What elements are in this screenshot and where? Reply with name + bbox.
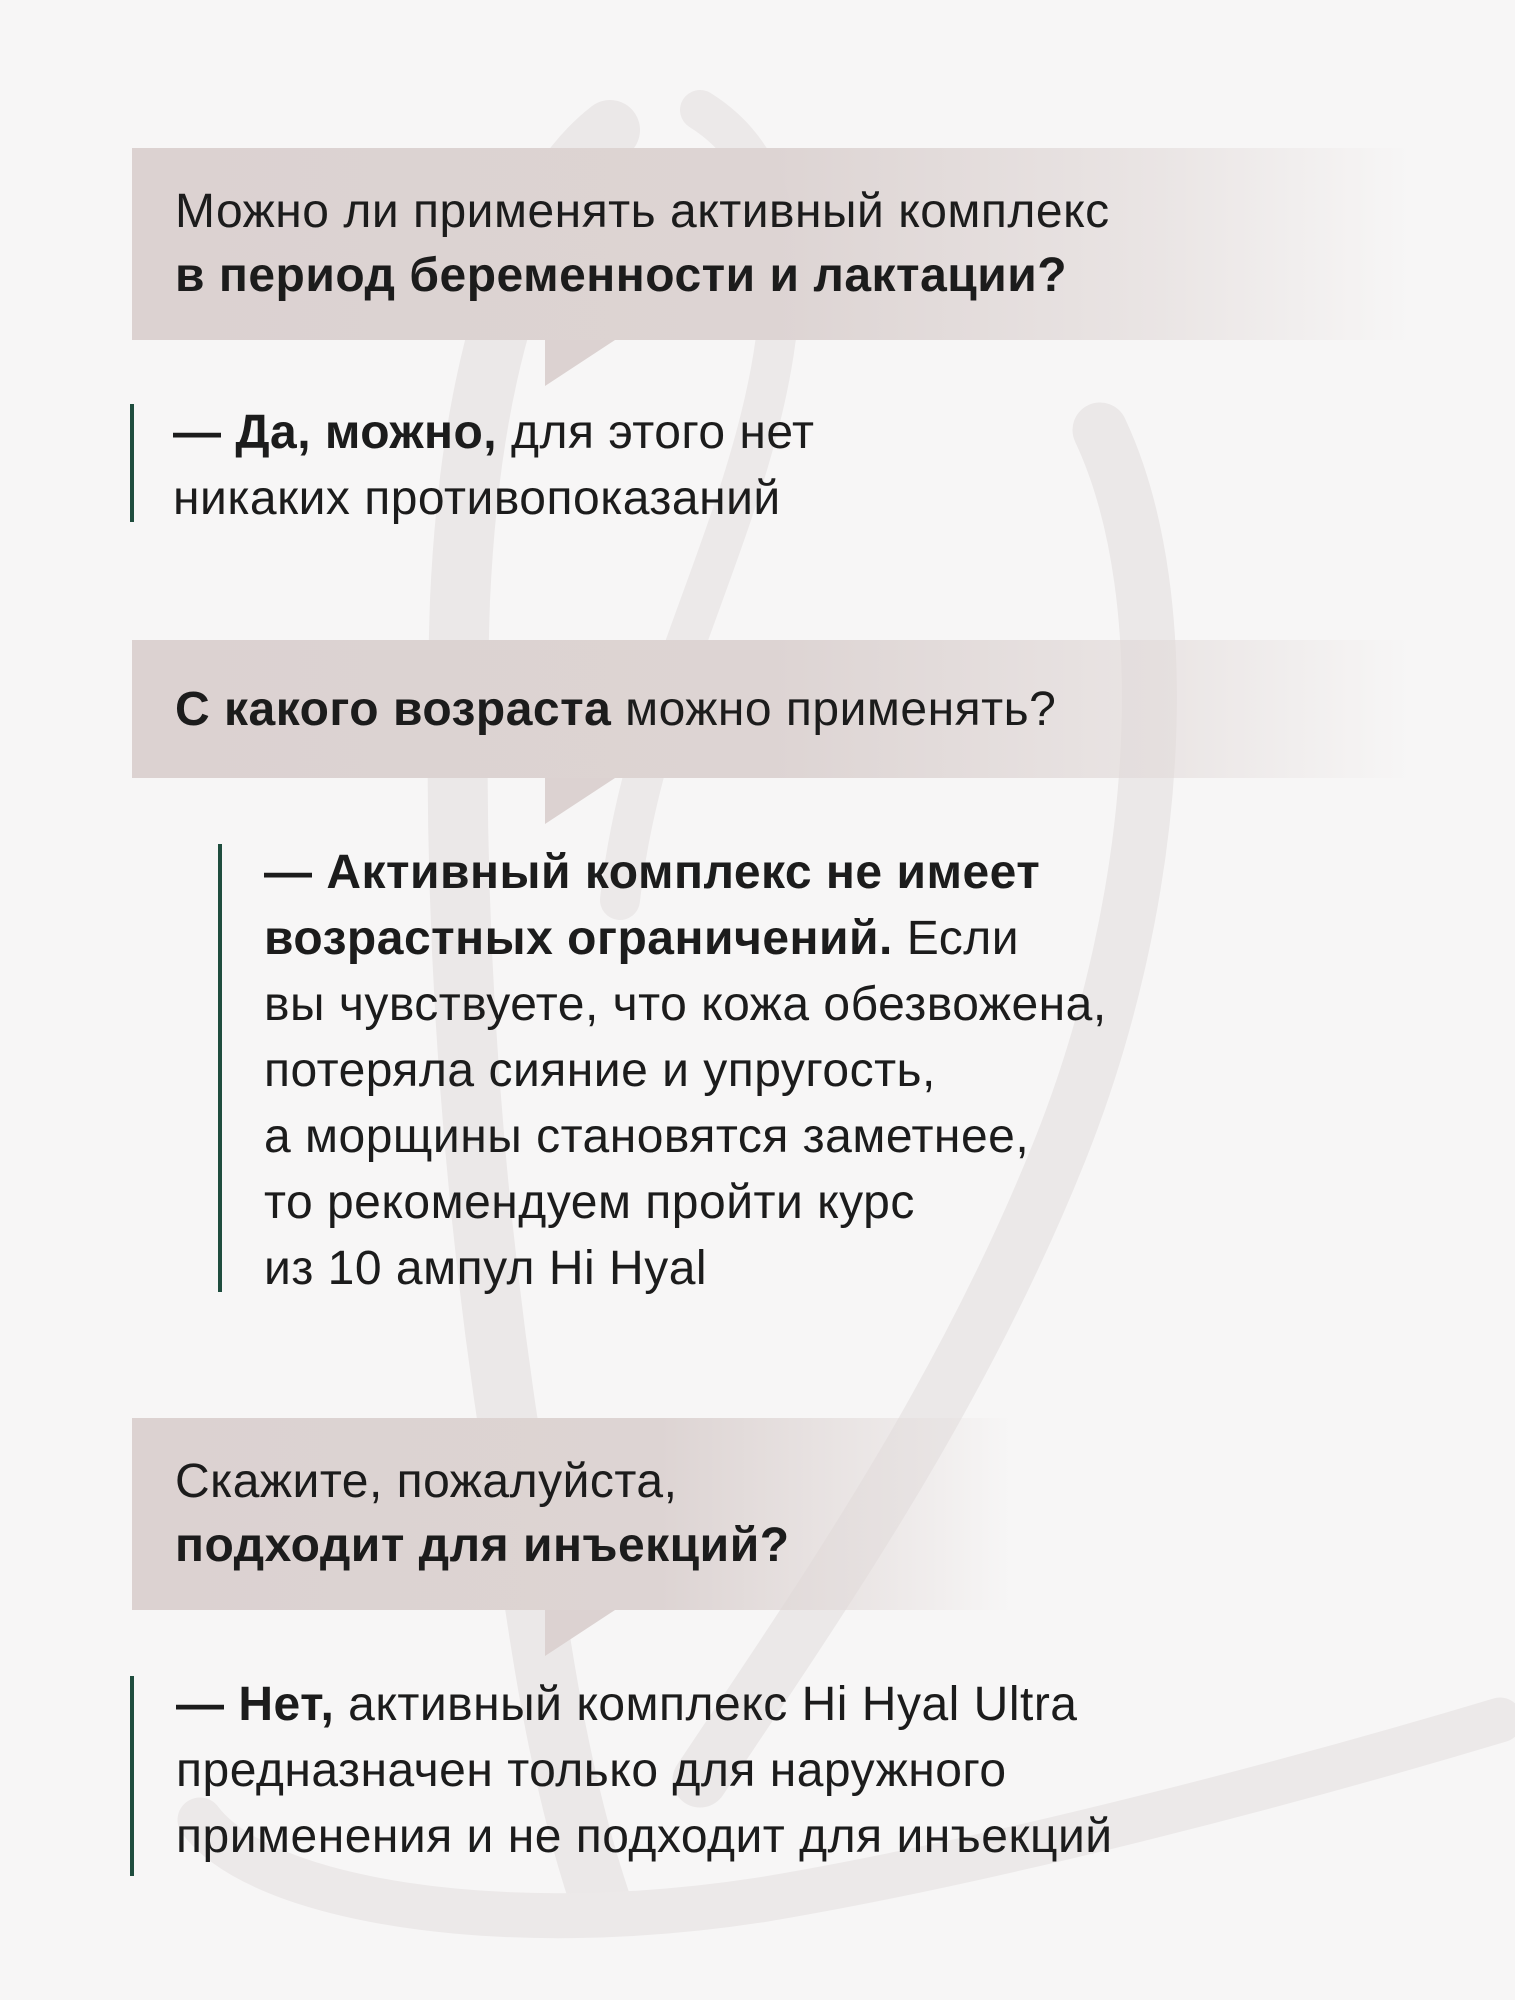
question-box-1 [132, 148, 1412, 340]
answer-3-line-3: применения и не подходит для инъекций [176, 1810, 1113, 1863]
question-1-tail [545, 340, 615, 386]
answer-2-accent-bar [218, 844, 222, 1292]
answer-3-accent-bar [130, 1676, 134, 1876]
answer-2-line-6: то рекомендуем пройти курс [264, 1176, 915, 1229]
answer-2-line-4: потеряла сияние и упругость, [264, 1044, 936, 1097]
answer-1-line-1: — Да, можно, для этого нет [173, 406, 815, 459]
question-1-line-2: в период беременности и лактации? [175, 249, 1068, 302]
answer-block-2 [218, 840, 1418, 1300]
answer-2-line-7: из 10 ампул Hi Hyal [264, 1242, 708, 1295]
question-2-tail [545, 778, 615, 824]
answer-3-line-2: предназначен только для наружного [176, 1744, 1007, 1797]
question-box-2 [132, 640, 1412, 778]
answer-1-line-2: никаких противопоказаний [173, 472, 781, 525]
question-3-line-1: Скажите, пожалуйста, [175, 1455, 678, 1508]
question-box-3 [132, 1418, 1012, 1610]
answer-2-line-1: — Активный комплекс не имеет [264, 846, 1041, 899]
answer-2-line-2: возрастных ограничений. Если [264, 912, 1020, 965]
question-2-line-1: С какого возраста можно применять? [175, 683, 1057, 736]
answer-block-3 [130, 1672, 1430, 1882]
answer-2-line-3: вы чувствуете, что кожа обезвожена, [264, 978, 1107, 1031]
answer-block-1 [130, 400, 1330, 530]
answer-3-line-1: — Нет, активный комплекс Hi Hyal Ultra [176, 1678, 1078, 1731]
answer-1-accent-bar [130, 404, 134, 522]
answer-2-line-5: а морщины становятся заметнее, [264, 1110, 1030, 1163]
question-3-tail [545, 1610, 615, 1656]
question-1-line-1: Можно ли применять активный комплекс [175, 185, 1110, 238]
question-3-line-2: подходит для инъекций? [175, 1519, 790, 1572]
